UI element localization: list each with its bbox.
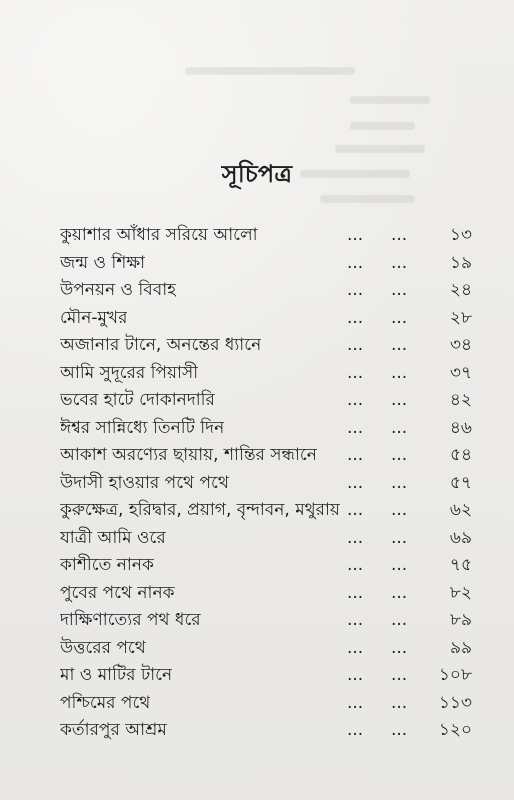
toc-leader-dots: ... [391,720,408,740]
toc-leader-dots: ... [391,637,408,658]
toc-leader-dots: ... [391,500,408,520]
toc-entry-title: উত্তরের পথে [60,637,146,658]
toc-entry [60,717,472,745]
toc-entry [60,332,472,360]
toc-entry-title: উদাসী হাওয়ার পথে পথে [60,472,229,493]
toc-leader-dots: ... [347,692,364,713]
toc-page-number: ১০৮ [438,665,472,685]
toc-leader-dots: ... [347,445,364,465]
show-through-line [320,195,415,203]
toc-leader-dots: ... [347,500,364,520]
toc-entry [60,607,472,635]
toc-entry [60,305,472,333]
toc-leader-dots: ... [391,527,408,548]
toc-leader-dots: ... [347,225,364,245]
toc-entry-title: কর্তারপুর আশ্রম [60,720,167,740]
toc-page-number: ৫৪ [449,445,472,465]
toc-entry-title: পুবের পথে নানক [60,582,175,603]
toc-entry [60,442,472,470]
show-through-line [335,145,425,153]
toc-leader-dots: ... [391,335,408,355]
toc-leader-dots: ... [391,417,408,438]
toc-leader-dots: ... [391,472,408,493]
toc-entry [60,250,472,278]
toc-page-number: ২৮ [449,307,472,328]
toc-page-number: ৬২ [449,500,472,520]
toc-page-number: ১২০ [438,720,472,740]
toc-leader-dots: ... [391,582,408,603]
toc-entry [60,497,472,525]
toc-entry-title: ভবের হাটে দোকানদারি [60,390,215,410]
toc-entry [60,662,472,690]
toc-entry-title: আকাশ অরণ্যের ছায়ায়, শান্তির সন্ধানে [60,445,317,465]
toc-entry [60,525,472,553]
toc-entry-title: জন্ম ও শিক্ষা [60,252,146,273]
toc-leader-dots: ... [391,280,408,300]
toc-leader-dots: ... [347,280,364,300]
toc-entry-title: উপনয়ন ও বিবাহ [60,280,177,300]
toc-leader-dots: ... [391,665,408,685]
toc-entry-title: যাত্রী আমি ওরে [60,527,166,548]
toc-leader-dots: ... [347,472,364,493]
toc-page-number: ১৯ [449,252,472,273]
toc-page-number: ৩৪ [449,335,472,355]
toc-page-number: ৯৯ [449,637,472,658]
toc-leader-dots: ... [347,335,364,355]
toc-entry-title: কাশীতে নানক [60,555,154,575]
toc-entry [60,470,472,498]
toc-entry-title: পশ্চিমের পথে [60,692,151,713]
toc-page-number: ৮২ [449,582,472,603]
toc-entry-title: মা ও মাটির টানে [60,665,173,685]
toc-entry [60,277,472,305]
toc-leader-dots: ... [347,307,364,328]
toc-entry [60,222,472,250]
show-through-line [350,122,415,130]
toc-page-number: ৭৫ [449,555,472,575]
toc-leader-dots: ... [347,390,364,410]
toc-leader-dots: ... [391,692,408,713]
toc-entry-title: আমি সুদূরের পিয়াসী [60,362,199,383]
toc-page-number: ১১৩ [438,692,472,713]
toc-leader-dots: ... [347,362,364,383]
toc-entry-title: কুরুক্ষেত্র, হরিদ্বার, প্রয়াগ, বৃন্দাবন, মথুরায় [60,500,340,520]
toc-entry-title: মৌন-মুখর [60,307,128,328]
toc-leader-dots: ... [347,637,364,658]
toc-entry [60,580,472,608]
show-through-line [350,96,430,104]
toc-entry [60,415,472,443]
toc-leader-dots: ... [347,555,364,575]
toc-page-number: ৮৯ [449,610,472,630]
toc-entry-title: কুয়াশার আঁধার সরিয়ে আলো [60,225,258,245]
toc-leader-dots: ... [347,417,364,438]
toc-page-number: ৩৭ [449,362,472,383]
toc-leader-dots: ... [391,362,408,383]
toc-page-number: ৫৭ [449,472,472,493]
toc-entry [60,360,472,388]
toc-page-number: ৬৯ [449,527,472,548]
toc-entry-title: অজানার টানে, অনন্তের ধ্যানে [60,335,262,355]
toc-entry [60,387,472,415]
show-through-line [185,67,355,75]
toc-entry [60,690,472,718]
toc-leader-dots: ... [347,720,364,740]
toc-leader-dots: ... [347,527,364,548]
toc-page-number: ৪৬ [449,417,472,438]
toc-entry-title: ঈশ্বর সান্নিধ্যে তিনটি দিন [60,417,225,438]
toc-leader-dots: ... [391,307,408,328]
toc-leader-dots: ... [391,610,408,630]
show-through-text [0,0,514,250]
toc-leader-dots: ... [391,390,408,410]
toc-leader-dots: ... [391,555,408,575]
toc-entry [60,635,472,663]
toc-leader-dots: ... [347,665,364,685]
toc-leader-dots: ... [391,445,408,465]
table-of-contents-title: সূচিপত্র [221,160,293,188]
toc-leader-dots: ... [347,610,364,630]
toc-page-number: ২৪ [449,280,472,300]
toc-leader-dots: ... [347,252,364,273]
toc-page-number: ১৩ [449,225,472,245]
toc-leader-dots: ... [391,225,408,245]
toc-page-number: ৪২ [449,390,472,410]
toc-entry-title: দাক্ষিণাত্যের পথ ধরে [60,610,201,630]
table-of-contents [60,222,472,745]
toc-leader-dots: ... [391,252,408,273]
toc-leader-dots: ... [347,582,364,603]
toc-entry [60,552,472,580]
